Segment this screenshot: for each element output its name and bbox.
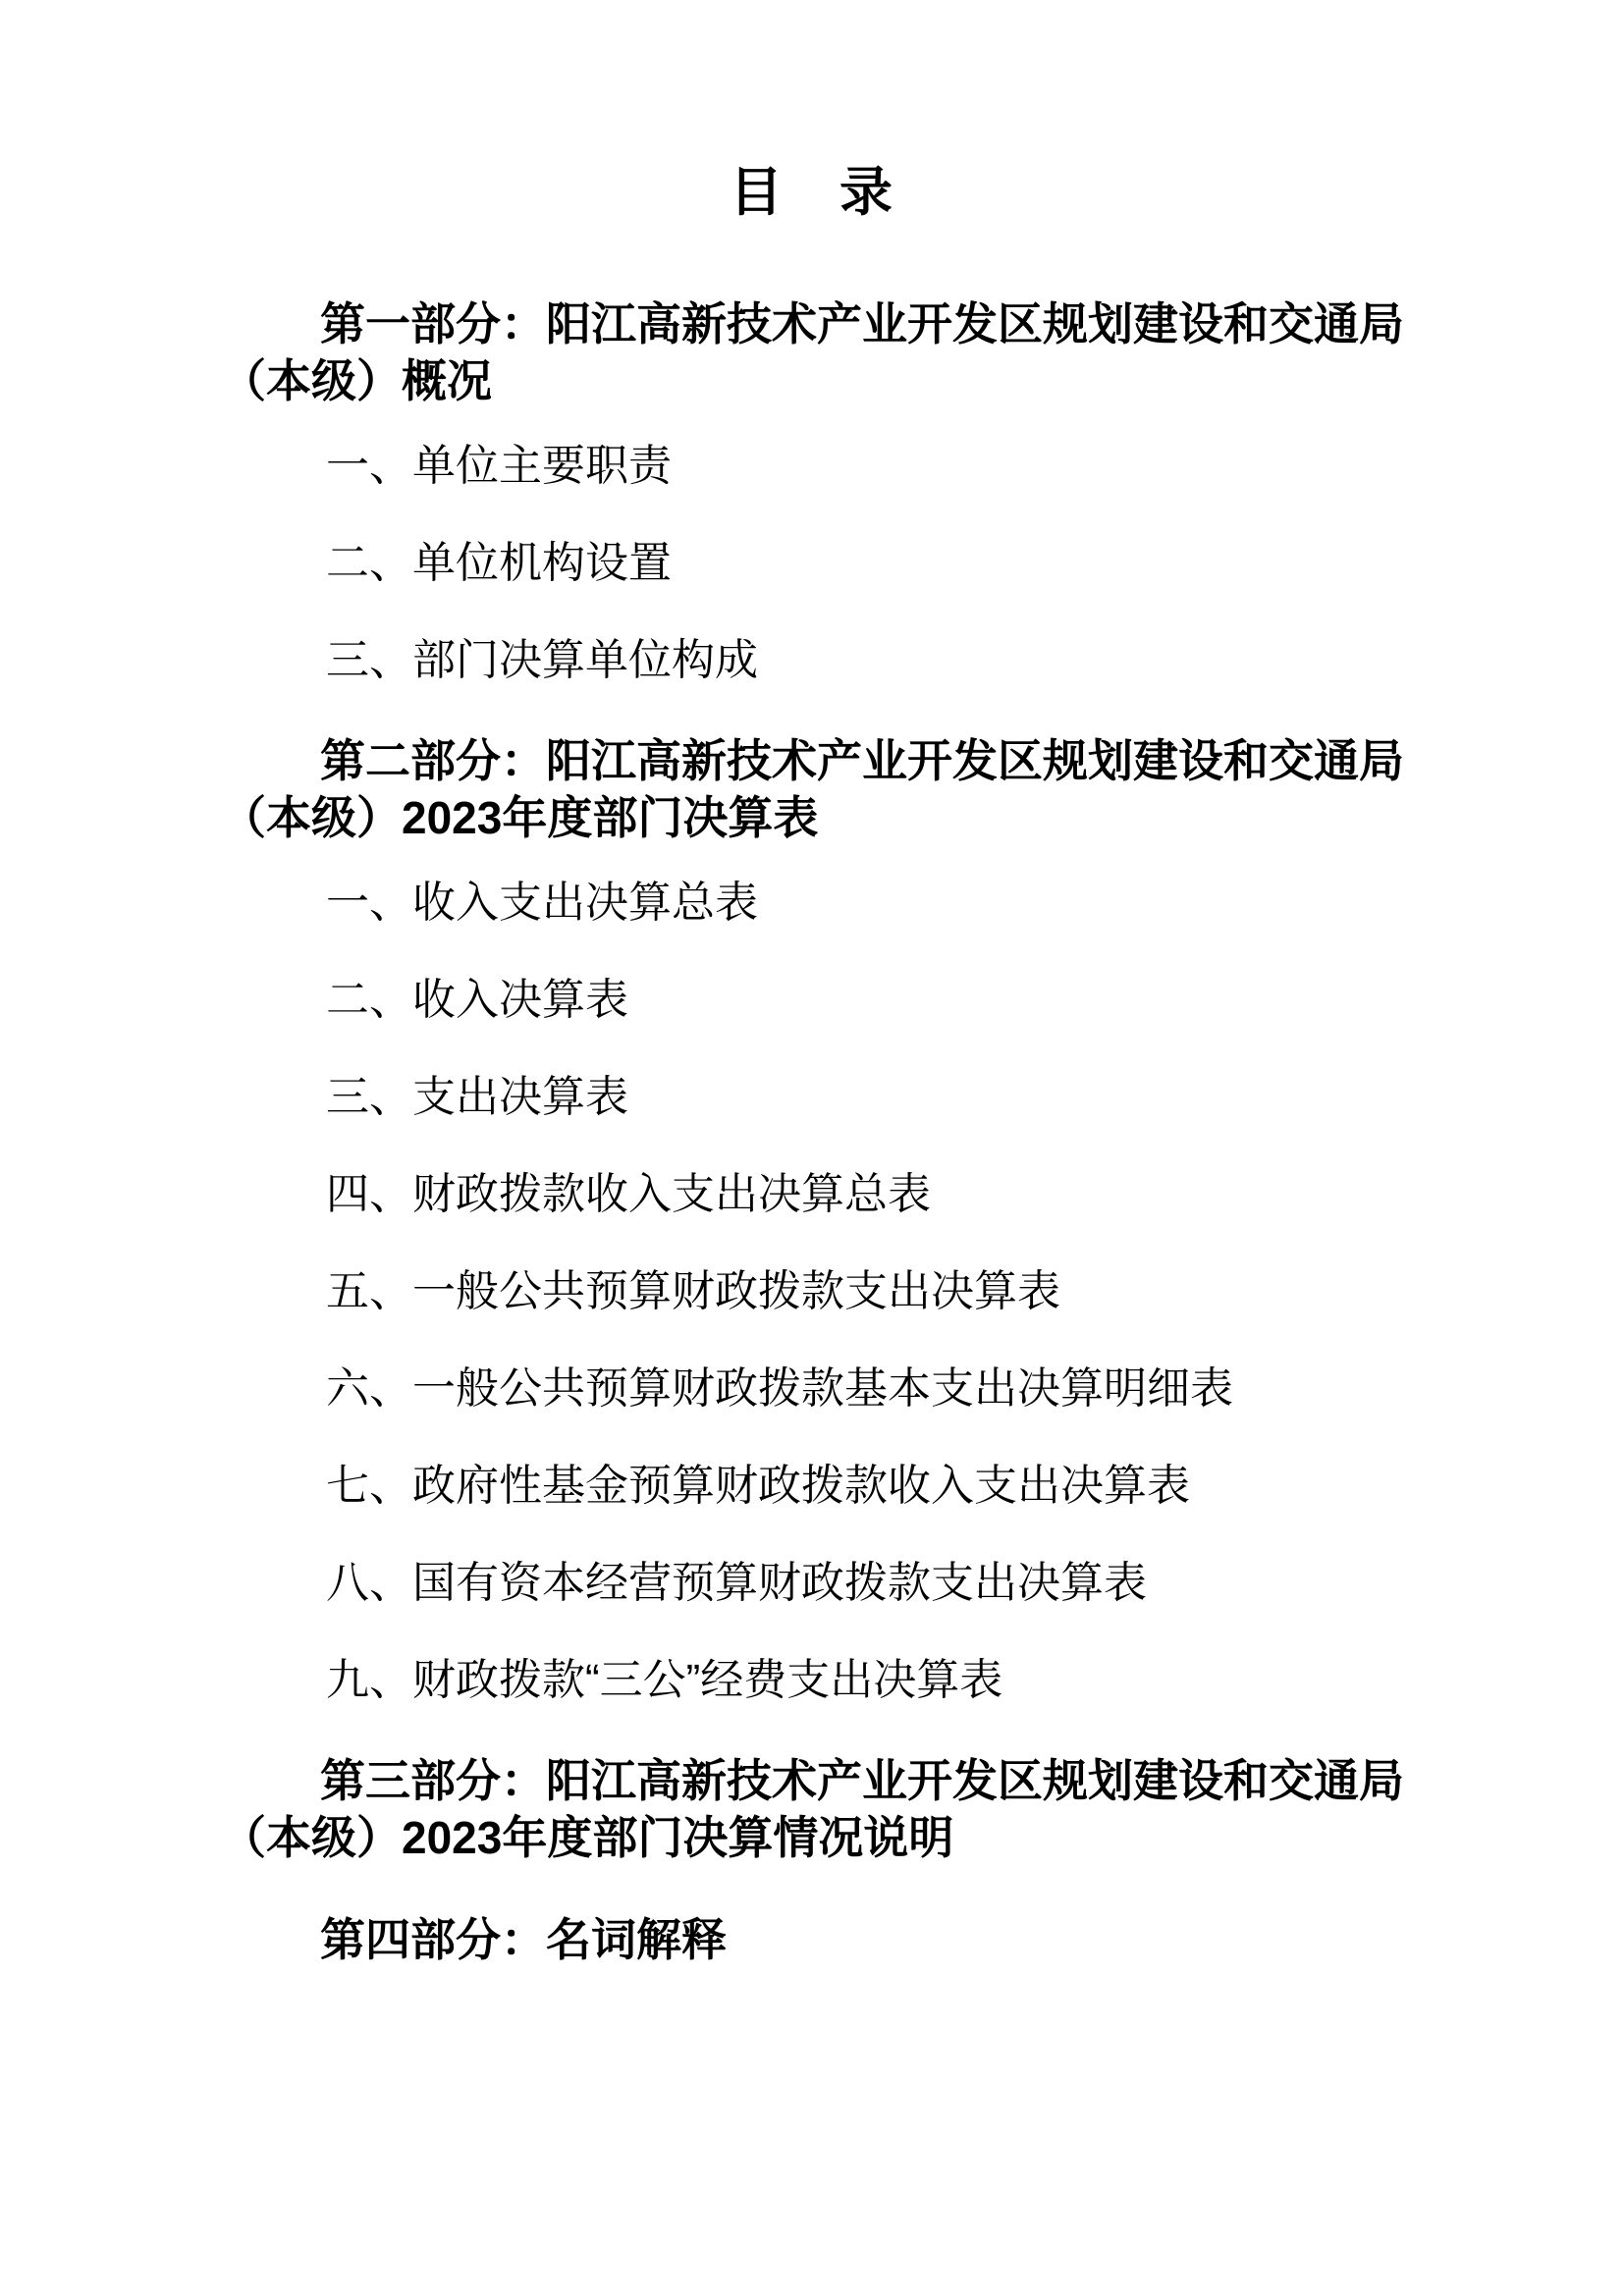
toc-entry-general-public-budget-basic-expenditure-detail-table: 六、一般公共预算财政拨款基本支出决算明细表 — [326, 1364, 1233, 1413]
toc-entry-general-public-budget-expenditure-table: 五、一般公共预算财政拨款支出决算表 — [326, 1267, 1060, 1315]
toc-section-4 — [221, 1911, 1403, 1968]
toc-entry-final-accounts-composition: 三、部门决算单位构成 — [326, 636, 758, 684]
toc-entry-government-fund-budget-table: 七、政府性基金预算财政拨款收入支出决算表 — [326, 1462, 1190, 1510]
section-1-heading-line-1: 第一部分：阳江高新技术产业开发区规划建设和交通局 — [320, 298, 1404, 349]
toc-entry-state-capital-budget-table: 八、国有资本经营预算财政拨款支出决算表 — [326, 1559, 1147, 1607]
toc-entry-unit-organization: 二、单位机构设置 — [326, 539, 672, 587]
section-4-heading-line-1: 第四部分：名词解释 — [320, 1914, 727, 1965]
section-1-heading-line-2: （本级）概况 — [221, 355, 492, 406]
section-1-heading — [221, 295, 1403, 409]
section-3-heading-line-1: 第三部分：阳江高新技术产业开发区规划建设和交通局 — [320, 1755, 1404, 1806]
toc-entry-expenditure-table: 三、支出决算表 — [326, 1073, 628, 1121]
document-title: 目 录 — [730, 163, 894, 222]
toc-entry-unit-main-duties: 一、单位主要职责 — [326, 442, 672, 490]
section-2-heading-line-2: （本级）2023年度部门决算表 — [221, 792, 819, 843]
section-3-heading-line-2: （本级）2023年度部门决算情况说明 — [221, 1812, 954, 1863]
section-4-heading — [221, 1911, 1403, 1968]
toc-entry-fiscal-appropriation-summary-table: 四、财政拨款收入支出决算总表 — [326, 1170, 931, 1218]
toc-entry-income-table: 二、收入决算表 — [326, 976, 628, 1024]
section-2-heading-line-1: 第二部分：阳江高新技术产业开发区规划建设和交通局 — [320, 735, 1404, 786]
toc-entry-three-public-expenses-table: 九、财政拨款“三公”经费支出决算表 — [326, 1656, 1003, 1704]
section-2-heading — [221, 732, 1403, 846]
toc-section-3 — [221, 1752, 1403, 1866]
toc-section-2 — [221, 732, 1403, 1706]
section-3-heading — [221, 1752, 1403, 1866]
toc-entry-income-expenditure-summary-table: 一、收入支出决算总表 — [326, 879, 758, 927]
toc-section-1 — [221, 295, 1403, 686]
